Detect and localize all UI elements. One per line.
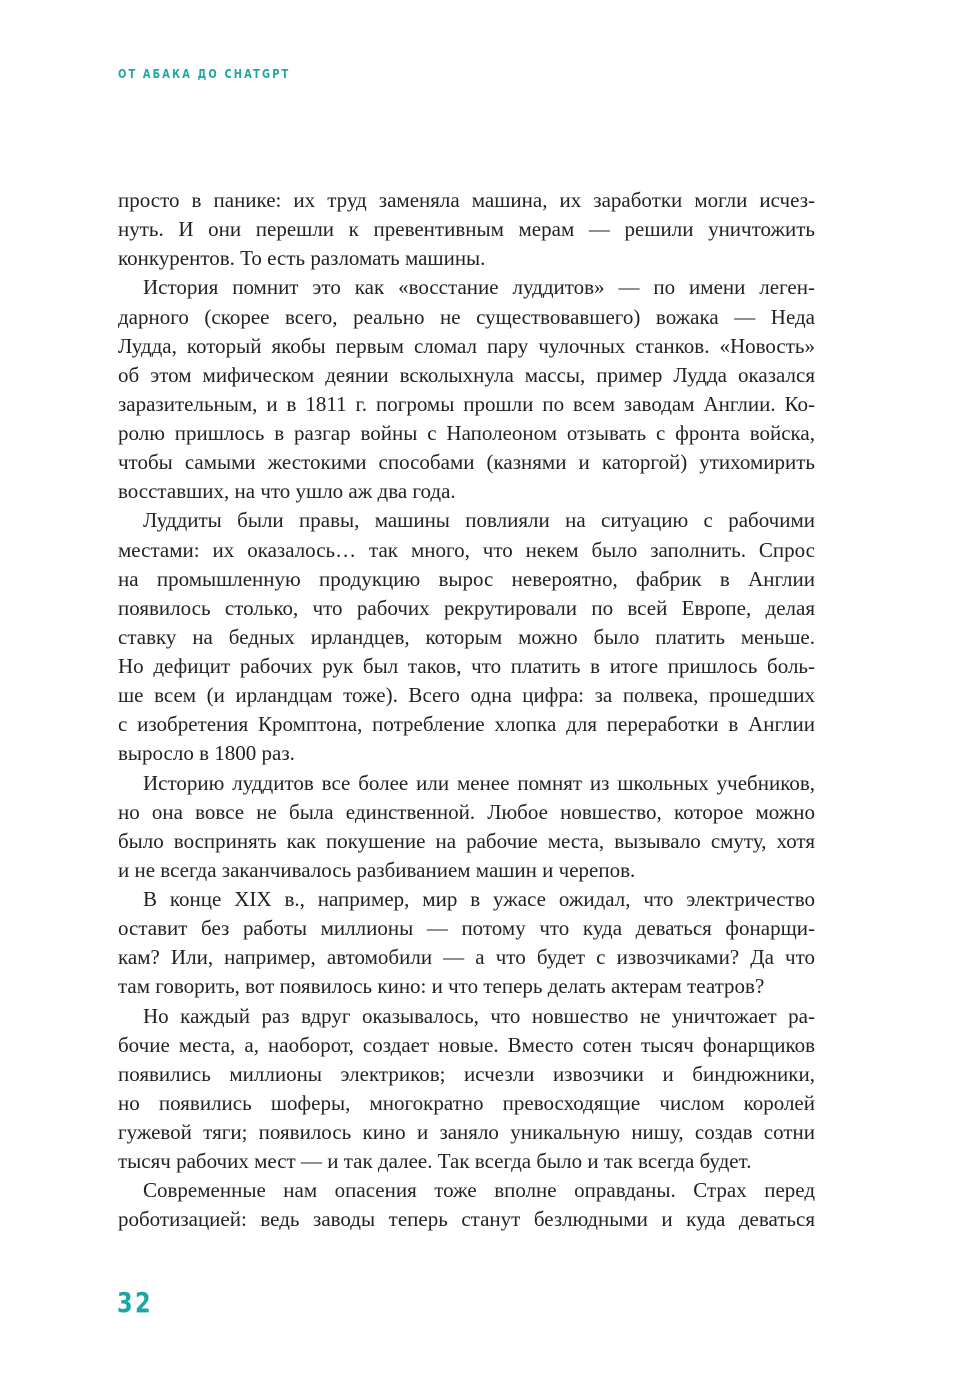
text-line: Луддиты были правы, машины повлияли на ситуацию с рабочими (143, 508, 815, 533)
text-line: кам? Или, например, автомобили — а что будет с извозчиками? Да что (118, 945, 815, 970)
text-line: и не всегда заканчивалось разбиванием машин и черепов. (118, 857, 636, 882)
page-number: 32 (117, 1286, 153, 1319)
paragraph (118, 885, 815, 1002)
text-line: на промышленную продукцию вырос невероятно, фабрик в Англии (118, 566, 815, 591)
text-line: бочие места, а, наоборот, создает новые. Вместо сотен тысяч фонарщиков (118, 1032, 815, 1057)
text-line: было воспринять как покушение на рабочие места, вызывало смуту, хотя (118, 828, 815, 853)
text-line: ше всем (и ирландцам тоже). Всего одна цифра: за полвека, прошедших (118, 683, 815, 708)
body-text (118, 186, 815, 1235)
text-line: дарного (скорее всего, реально не существовавшего) вожака — Неда (118, 304, 815, 329)
text-line: ставку на бедных ирландцев, которым можно было платить меньше. (118, 624, 815, 649)
text-line: но появились шоферы, многократно превосходящие числом королей (118, 1090, 815, 1115)
text-line: восставших, на что ушло аж два года. (118, 479, 456, 504)
paragraph (118, 273, 815, 506)
running-head: ОТ АБАКА ДО CHATGPT (118, 67, 291, 81)
paragraph (118, 506, 815, 768)
paragraph (118, 1002, 815, 1177)
text-line: об этом мифическом деянии всколыхнула массы, пример Лудда оказался (118, 362, 815, 387)
text-line: гужевой тяги; появилось кино и заняло уникальную нишу, создав сотни (118, 1120, 815, 1144)
text-line: просто в панике: их труд заменяла машина, их заработки могли исчез- (118, 188, 815, 212)
paragraph (118, 1176, 815, 1234)
paragraph (118, 769, 815, 886)
text-line: Историю луддитов все более или менее помнят из школьных учебников, (143, 770, 815, 795)
text-line: появились миллионы электриков; исчезли извозчики и биндюжники, (118, 1061, 815, 1086)
text-line: конкурентов. То есть разломать машины. (118, 246, 486, 271)
text-line: там говорить, вот появилось кино: и что теперь делать актерам театров? (118, 974, 765, 999)
text-line: оставит без работы миллионы — потому что куда деваться фонарщи- (118, 916, 815, 941)
text-line: чтобы самыми жестокими способами (казнями и каторгой) утихомирить (118, 450, 815, 475)
text-line: но она вовсе не была единственной. Любое новшество, которое можно (118, 799, 815, 824)
text-line: Лудда, который якобы первым сломал пару чулочных станков. «Новость» (118, 333, 815, 358)
paragraph (118, 186, 815, 273)
text-line: появилось столько, что рабочих рекрутировали по всей Европе, делая (118, 595, 815, 620)
text-line: роботизацией: ведь заводы теперь станут безлюдными и куда деваться (118, 1207, 815, 1232)
text-line: выросло в 1800 раз. (118, 741, 295, 766)
text-line: В конце XIX в., например, мир в ужасе ожидал, что электричество (143, 887, 815, 911)
text-line: с изобретения Кромптона, потребление хлопка для переработки в Англии (118, 712, 815, 737)
text-line: Но каждый раз вдруг оказывалось, что новшество не уничтожает ра- (143, 1003, 815, 1028)
text-line: ролю пришлось в разгар войны с Наполеоном отзывать с фронта войска, (118, 421, 815, 445)
text-line: тысяч рабочих мест — и так далее. Так всегда было и так всегда будет. (118, 1149, 752, 1174)
text-line: Но дефицит рабочих рук был таков, что платить в итоге пришлось боль- (118, 654, 815, 678)
text-line: Современные нам опасения тоже вполне оправданы. Страх перед (143, 1178, 815, 1203)
text-line: История помнит это как «восстание луддитов» — по имени леген- (143, 275, 815, 300)
text-line: заразительным, и в 1811 г. погромы прошли по всем заводам Англии. Ко- (118, 391, 815, 416)
text-line: нуть. И они перешли к превентивным мерам — решили уничтожить (118, 217, 815, 242)
text-line: местами: их оказалось… так много, что некем было заполнить. Спрос (118, 537, 815, 562)
